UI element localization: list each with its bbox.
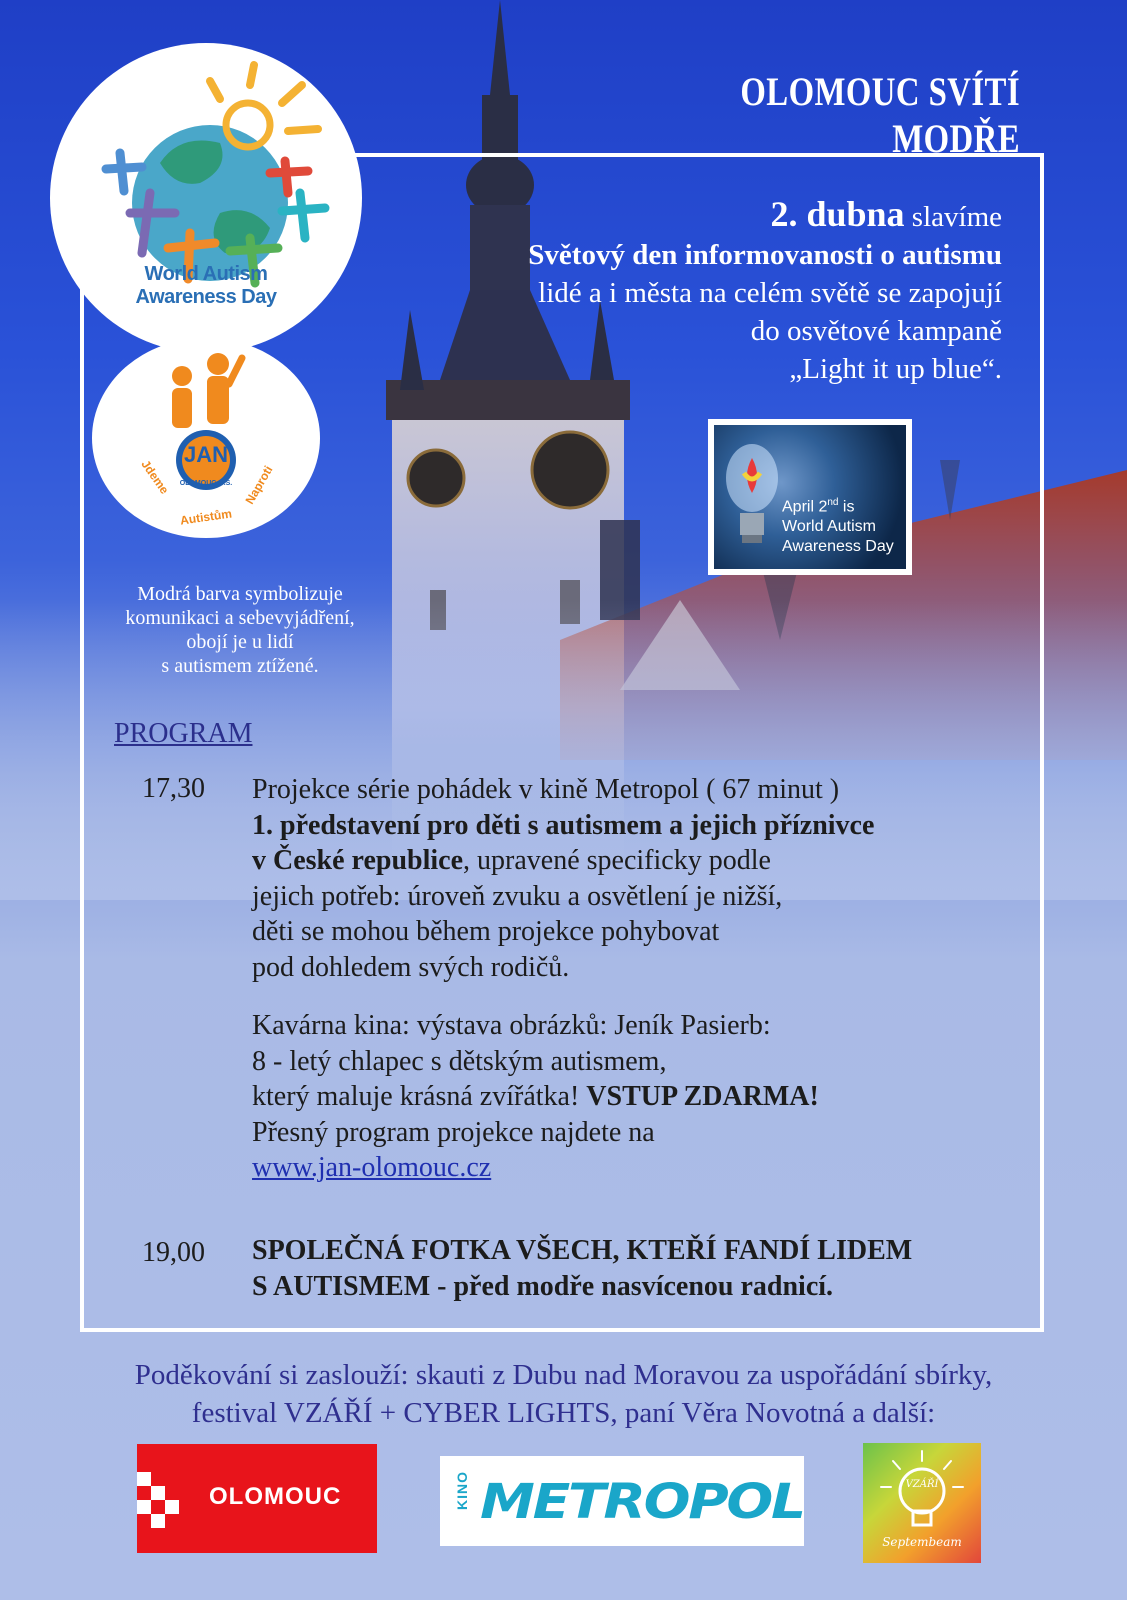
jan-slogan-2: Autistům [179, 506, 233, 528]
bulb-caption [782, 493, 894, 557]
checkered-eagle-icon [137, 1472, 181, 1528]
intro-text [380, 195, 1002, 388]
bulb-line-1-pre: April 2 [782, 498, 828, 516]
kino-text: KINO [454, 1471, 470, 1510]
event-2-time: 19,00 [142, 1237, 205, 1268]
event-2-line-1: SPOLEČNÁ FOTKA VŠECH, KTEŘÍ FANDÍ LIDEM [252, 1235, 913, 1266]
event-1-line-10: Přesný program projekce najdete na [252, 1116, 655, 1148]
glowing-bulb-icon [863, 1443, 981, 1543]
intro-line-3: lidé a i města na celém světě se zapojují [538, 277, 1002, 309]
olomouc-city-logo [137, 1444, 377, 1553]
bulb-line-1-post: is [838, 498, 855, 516]
jan-association-logo [92, 338, 320, 538]
event-1-line-6: pod dohledem svých rodičů. [252, 951, 570, 983]
page-title: OLOMOUC SVÍTÍ MODŘE [740, 69, 1020, 161]
event-1-line-3-rest: , upravené specificky podle [463, 845, 771, 876]
intro-line-4: do osvětové kampaně [750, 315, 1002, 347]
jan-small-text: OLOMOUC O.S. [179, 480, 233, 487]
metropol-text: METROPOL [480, 1474, 804, 1530]
light-bulb-icon [722, 433, 782, 563]
jan-figures-icon [92, 338, 320, 538]
jan-slogan-1: Jdeme [138, 457, 172, 497]
symbolism-line-2: komunikaci a sebevyjádření, [125, 607, 355, 629]
intro-day-name: Světový den informovanosti o autismu [528, 239, 1002, 271]
event-1-line-5: děti se mohou během projekce pohybovat [252, 916, 720, 947]
light-bulb-card [708, 419, 912, 575]
event-1-line-4: jejich potřeb: úroveň zvuku a osvětlení je nižší, [252, 880, 783, 912]
waad-line-1: World Autism [144, 263, 268, 285]
symbolism-line-3: obojí je u lidí [186, 631, 294, 653]
intro-date: 2. dubna [770, 194, 905, 234]
jan-slogan-3: Naproti [242, 463, 276, 507]
event-2-line-2: S AUTISMEM - před modře nasvícenou radnicí. [252, 1270, 834, 1302]
waad-line-2: Awareness Day [135, 286, 277, 308]
website-link[interactable]: www.jan-olomouc.cz [252, 1152, 492, 1183]
intro-celebrate: slavíme [904, 201, 1002, 233]
olomouc-logo-text: OLOMOUC [209, 1483, 342, 1510]
event-1-line-8: 8 - letý chlapec s dětským autismem, [252, 1045, 667, 1077]
thanks-line-1: Poděkování si zaslouží: skauti z Dubu nad Moravou za uspořádání sbírky, [134, 1359, 993, 1391]
event-1-line-7: Kavárna kina: výstava obrázků: Jeník Pasierb: [252, 1010, 771, 1041]
bulb-line-2: World Autism [782, 518, 876, 536]
world-autism-awareness-day-logo [50, 43, 362, 353]
event-2-description [252, 1233, 1032, 1304]
thanks-text [40, 1356, 1087, 1432]
symbolism-line-4: s autismem ztížené. [161, 655, 319, 677]
event-1-line-1: Projekce série pohádek v kině Metropol ( 67 minut ) [252, 774, 840, 805]
september-word: Septembeam [882, 1535, 962, 1549]
bulb-line-1-sup: nd [827, 497, 839, 508]
symbolism-line-1: Modrá barva symbolizuje [137, 583, 343, 605]
intro-line-5: „Light it up blue“. [789, 353, 1002, 385]
bulb-line-3: Awareness Day [782, 538, 894, 556]
event-1-time: 17,30 [142, 773, 205, 804]
event-1-line-3-bold: v České republice [252, 845, 464, 876]
september-mark: VZÁŘÍ [905, 1479, 939, 1490]
event-1-line-2: 1. představení pro děti s autismem a jejich příznivce [252, 809, 875, 841]
thanks-line-2: festival VZÁŘÍ + CYBER LIGHTS, paní Věra Novotná a další: [191, 1397, 936, 1429]
event-1-line-9-rest: který maluje krásná zvířátka! [252, 1081, 587, 1112]
symbolism-text [90, 582, 390, 678]
septembeam-festival-logo [863, 1443, 981, 1563]
kino-metropol-logo [440, 1456, 804, 1546]
jan-mark: JAN [183, 442, 228, 467]
program-heading: PROGRAM [114, 718, 253, 749]
event-1-description [252, 772, 1012, 1186]
event-1-line-9-bold: VSTUP ZDARMA! [586, 1081, 819, 1112]
